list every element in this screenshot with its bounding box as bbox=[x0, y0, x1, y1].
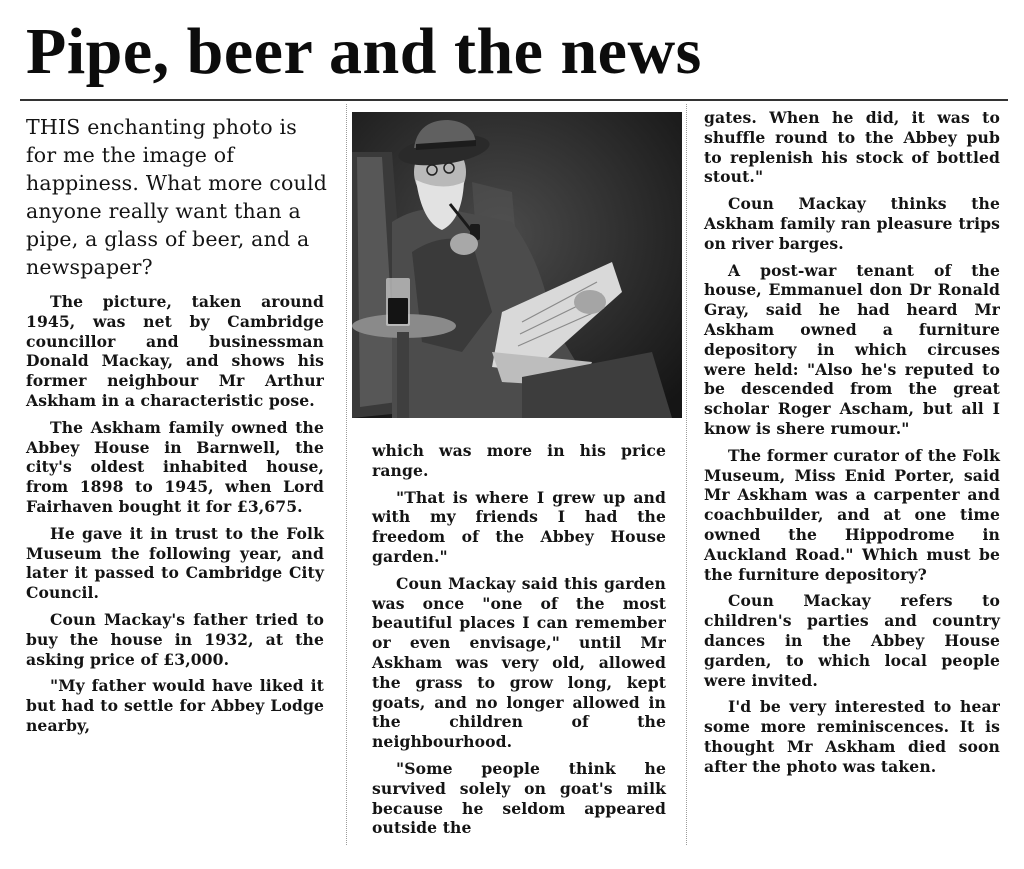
paragraph: Coun Mackay thinks the Askham family ran pleasure trips on river barges. bbox=[704, 194, 1000, 253]
paragraph: The Askham family owned the Abbey House in Barnwell, the city's oldest inhabited house, from 1898 to 1945, when Lord Fairhaven bought it for £3,675. bbox=[26, 417, 324, 516]
paragraph: "Some people think he survived solely on goat's milk because he seldom appeared outside the bbox=[372, 758, 666, 838]
headline: Pipe, beer and the news bbox=[26, 15, 702, 88]
photo-old-man-reading bbox=[352, 112, 682, 418]
column-divider bbox=[346, 104, 347, 845]
paragraph: "My father would have liked it but had to settle for Abbey Lodge nearby, bbox=[26, 676, 324, 735]
paragraph: The picture, taken around 1945, was net by Cambridge councillor and businessman Donald Mackay, and shows his former neighbour Mr Arthur Askham in a characteristic pose. bbox=[26, 292, 324, 410]
paragraph: gates. When he did, it was to shuffle round to the Abbey pub to replenish his stock of bottled stout." bbox=[704, 108, 1000, 187]
article-column-1 bbox=[26, 292, 324, 743]
paragraph: A post-war tenant of the house, Emmanuel don Dr Ronald Gray, said he had heard Mr Askham owned a furniture depository in which circuses were held: "Also he's reputed to be descended from the great scholar Roger Ascham, but all I know is shere rumour." bbox=[704, 260, 1000, 438]
paragraph: The former curator of the Folk Museum, Miss Enid Porter, said Mr Askham was a carpenter and coachbuilder, and at one time owned the Hippodrome in Auckland Road." Which must be the furniture depository? bbox=[704, 445, 1000, 584]
headline-rule bbox=[20, 99, 1008, 101]
paragraph: "That is where I grew up and with my friends I had the freedom of the Abbey House garden." bbox=[372, 487, 666, 566]
paragraph: I'd be very interested to hear some more reminiscences. It is thought Mr Askham died soon after the photo was taken. bbox=[704, 697, 1000, 776]
paragraph: Coun Mackay's father tried to buy the house in 1932, at the asking price of £3,000. bbox=[26, 609, 324, 669]
paragraph: Coun Mackay said this garden was once "one of the most beautiful places I can remember or even envisage," until Mr Askham was very old, allowed the grass to grow long, kept goats, and no longer allowed in the children of the neighbourhood. bbox=[372, 573, 666, 752]
intro-paragraph: THIS enchanting photo is for me the image of happiness. What more could anyone really want than a pipe, a glass of beer, and a newspaper? bbox=[26, 115, 328, 279]
column-divider bbox=[686, 104, 687, 845]
paragraph: He gave it in trust to the Folk Museum the following year, and later it passed to Cambridge City Council. bbox=[26, 523, 324, 603]
paragraph: which was more in his price range. bbox=[372, 441, 666, 480]
article-column-2 bbox=[372, 441, 666, 845]
article-column-3 bbox=[704, 108, 1000, 784]
paragraph: Coun Mackay refers to children's parties and country dances in the Abbey House garden, to which local people were invited. bbox=[704, 591, 1000, 690]
